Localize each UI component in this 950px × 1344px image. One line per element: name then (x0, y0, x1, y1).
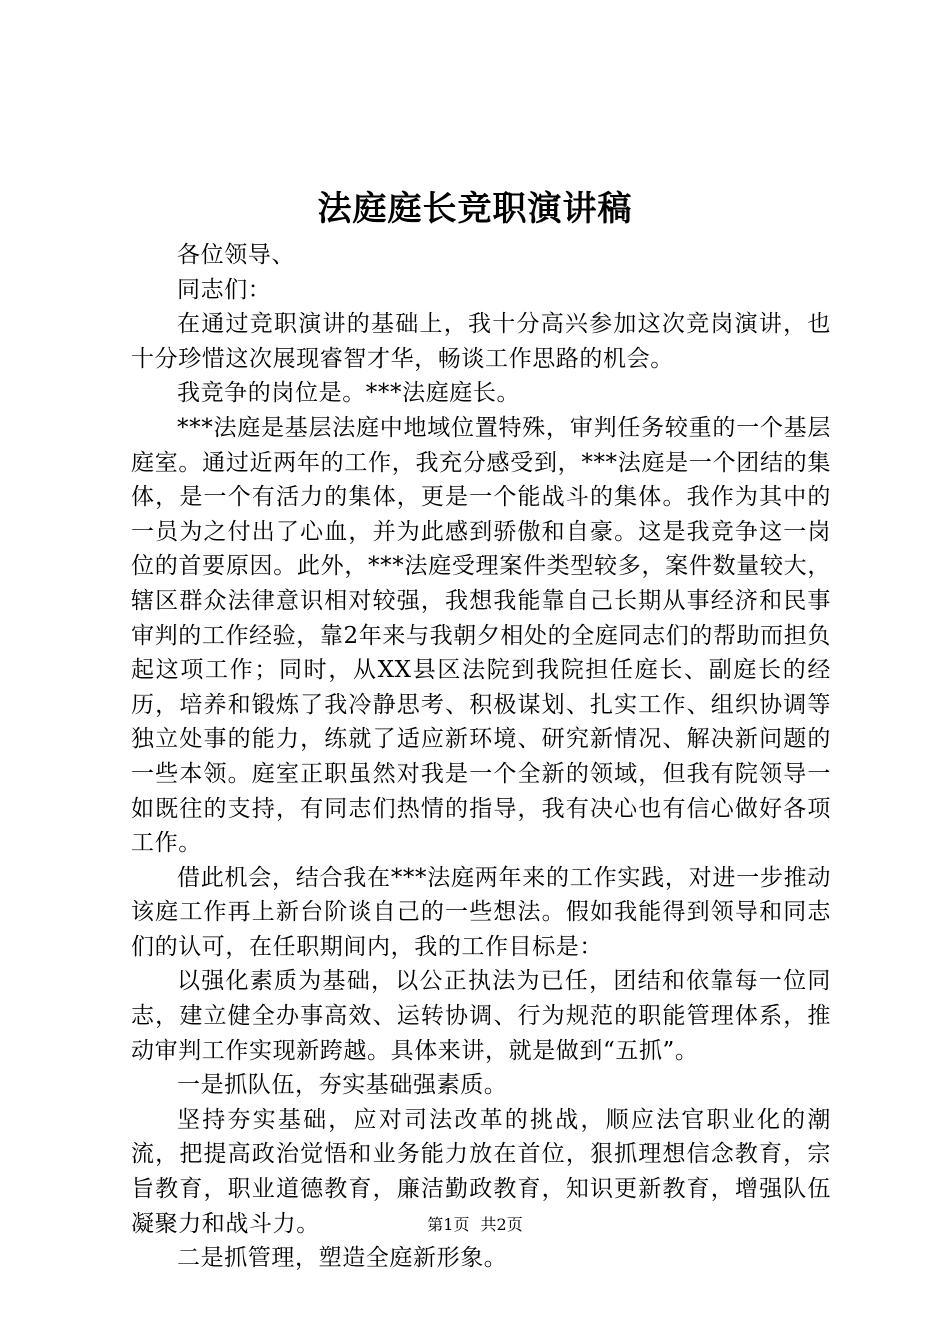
document-body (131, 238, 831, 1276)
page-footer (0, 1213, 950, 1237)
body-paragraph: 以强化素质为基础，以公正执法为已任，团结和依靠每一位同志，建立健全办事高效、运转协调、行为规范的职能管理体系，推动审判工作实现新跨越。具体来讲，就是做到“五抓”。 (131, 968, 831, 1064)
section-heading: 二是抓管理，塑造全庭新形象。 (177, 1245, 508, 1272)
body-paragraph: 在通过竞职演讲的基础上，我十分高兴参加这次竞岗演讲，也十分珍惜这次展现睿智才华，畅谈工作思路的机会。 (131, 311, 831, 372)
page-total: 共2页 (480, 1215, 523, 1234)
document-title: 法庭庭长竞职演讲稿 (317, 189, 633, 229)
body-paragraph: 我竞争的岗位是。***法庭庭长。 (177, 380, 521, 407)
body-paragraph: ***法庭是基层法庭中地域位置特殊，审判任务较重的一个基层庭室。通过近两年的工作，我充分感受到，***法庭是一个团结的集体，是一个有活力的集体，更是一个能战斗的集体。我作为其中的一员为之付出了心血，并为此感到骄傲和自豪。这是我竞争这一岗位的首要原因。此外，***法庭受理案件类型较多，案件数量较大，辖区群众法律意识相对较强，我想我能靠自己长期从事经济和民事审判的工作经验，靠2年来与我朝夕相处的全庭同志们的帮助而担负起这项工作；同时，从XX县区法院到我院担任庭长、副庭长的经历，培养和锻炼了我冷静思考、积极谋划、扎实工作、组织协调等独立处事的能力，练就了适应新环境、研究新情况、解决新问题的一些本领。庭室正职虽然对我是一个全新的领域，但我有院领导一如既往的支持，有同志们热情的指导，我有决心也有信心做好各项工作。 (131, 414, 831, 857)
body-paragraph: 坚持夯实基础，应对司法改革的挑战，顺应法官职业化的潮流，把提高政治觉悟和业务能力放在首位，狠抓理想信念教育，宗旨教育，职业道德教育，廉洁勤政教育，知识更新教育，增强队伍凝聚力和战斗力。 (131, 1106, 831, 1237)
salutation-line: 各位领导、 (177, 242, 295, 268)
section-heading: 一是抓队伍，夯实基础强素质。 (177, 1072, 508, 1099)
body-paragraph: 借此机会，结合我在***法庭两年来的工作实践，对进一步推动该庭工作再上新台阶谈自己的一些想法。假如我能得到领导和同志们的认可，在任职期间内，我的工作目标是： (131, 864, 831, 960)
page-number: 第1页 (427, 1215, 470, 1234)
salutation-line: 同志们： (177, 276, 272, 303)
